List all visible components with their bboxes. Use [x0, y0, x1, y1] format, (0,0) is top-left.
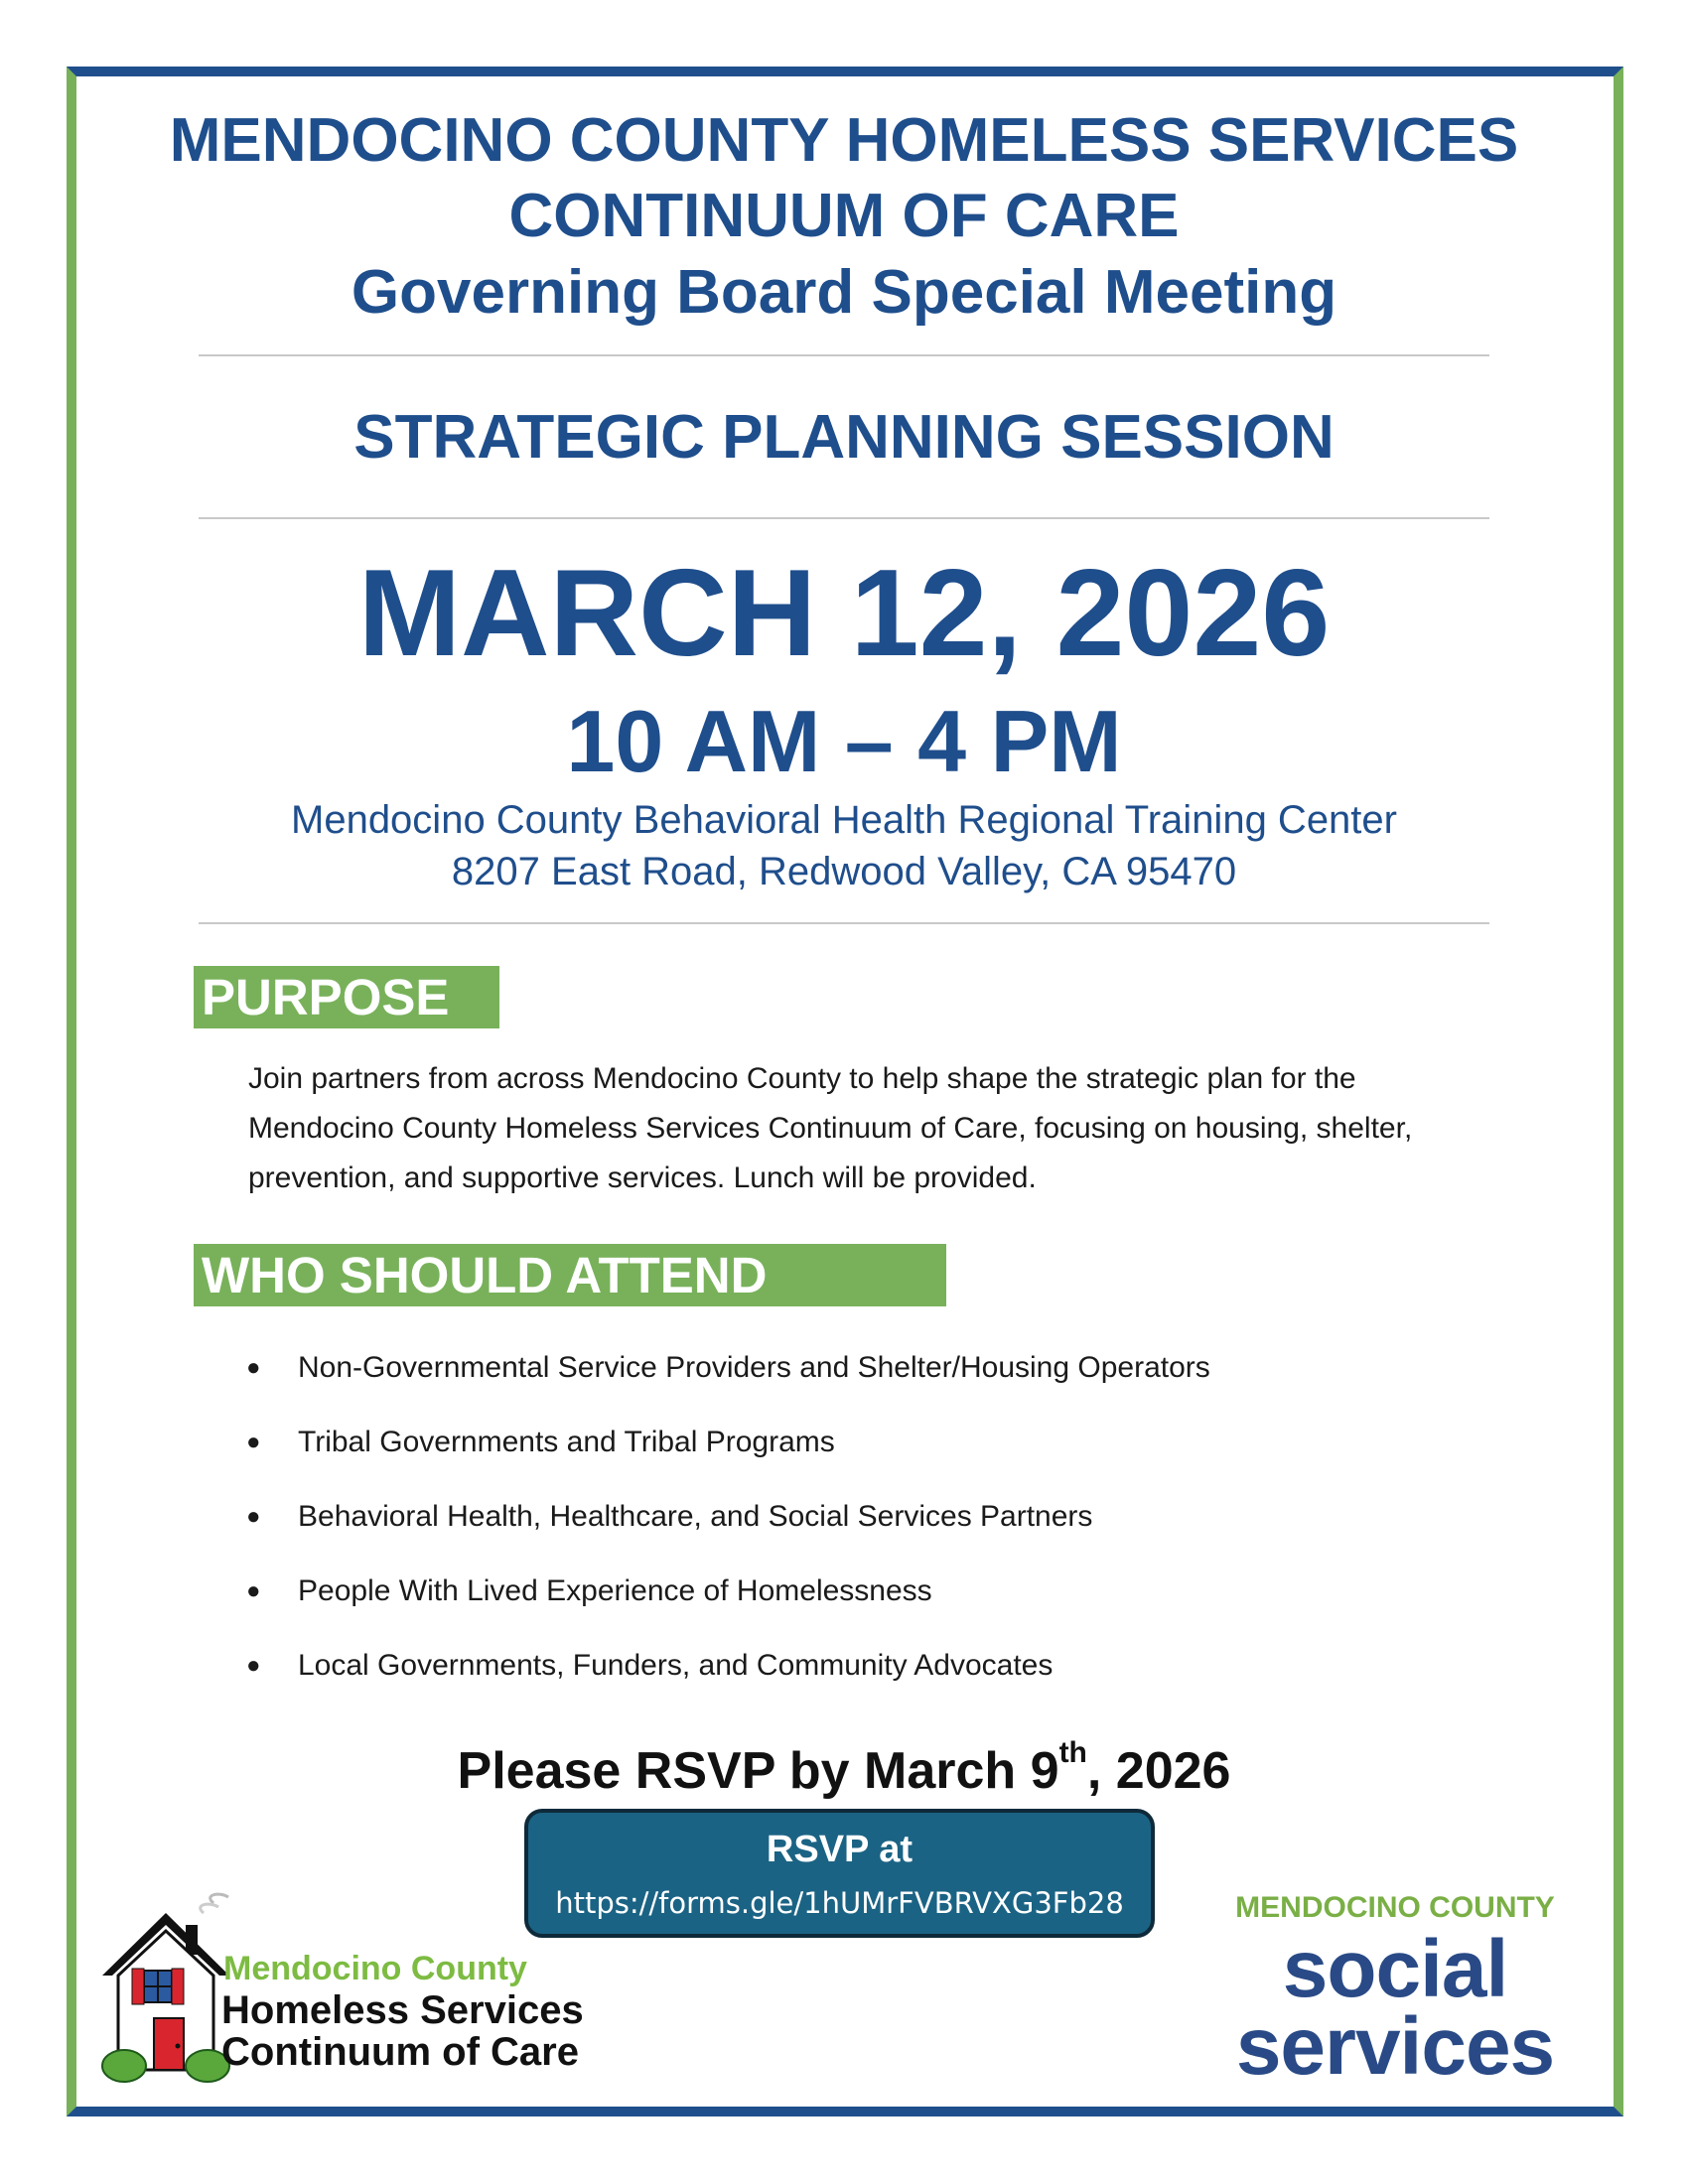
coc-logo-line-1: Mendocino County	[223, 1950, 527, 1987]
bullet-icon: ●	[246, 1429, 261, 1455]
ss-logo-line-1: MENDOCINO COUNTY	[1235, 1891, 1555, 1924]
rsvp-box-title: RSVP at	[766, 1829, 914, 1870]
ss-logo-line-2: social	[1282, 1924, 1508, 2014]
event-date: MARCH 12, 2026	[357, 545, 1331, 682]
attend-heading: WHO SHOULD ATTEND	[194, 1244, 946, 1306]
session-title: STRATEGIC PLANNING SESSION	[353, 403, 1335, 472]
coc-logo-line-2: Homeless Services	[221, 1988, 584, 2032]
purpose-heading: PURPOSE	[194, 966, 499, 1028]
event-venue: Mendocino County Behavioral Health Regional Training Center	[291, 798, 1397, 842]
bullet-icon: ●	[246, 1503, 261, 1530]
bullet-icon: ●	[246, 1652, 261, 1679]
header-line-2: CONTINUUM OF CARE	[508, 182, 1180, 250]
header-line-3: Governing Board Special Meeting	[351, 258, 1337, 327]
bullet-icon: ●	[246, 1354, 261, 1381]
bullet-icon: ●	[246, 1577, 261, 1604]
rsvp-link[interactable]: https://forms.gle/1hUMrFVBRVXG3Fb28	[555, 1886, 1124, 1920]
rsvp-deadline: Please RSVP by March 9th, 2026	[457, 1736, 1231, 1800]
event-address: 8207 East Road, Redwood Valley, CA 95470	[451, 850, 1237, 893]
coc-logo	[94, 1891, 650, 2090]
coc-logo-line-3: Continuum of Care	[221, 2030, 579, 2074]
event-time: 10 AM – 4 PM	[566, 692, 1122, 790]
purpose-text: Join partners from across Mendocino County to help shape the strategic plan for the Mendocino County Homeless Services Continuum of Care, focusing on housing, shelter, prevention, and supportive services. Lunch will be provided.	[248, 1062, 1413, 1194]
divider	[199, 354, 1489, 356]
divider	[199, 922, 1489, 924]
header-line-1: MENDOCINO COUNTY HOMELESS SERVICES	[169, 106, 1519, 175]
social-services-logo	[1211, 1886, 1589, 2095]
divider	[199, 517, 1489, 519]
ss-logo-line-3: services	[1235, 2001, 1555, 2092]
